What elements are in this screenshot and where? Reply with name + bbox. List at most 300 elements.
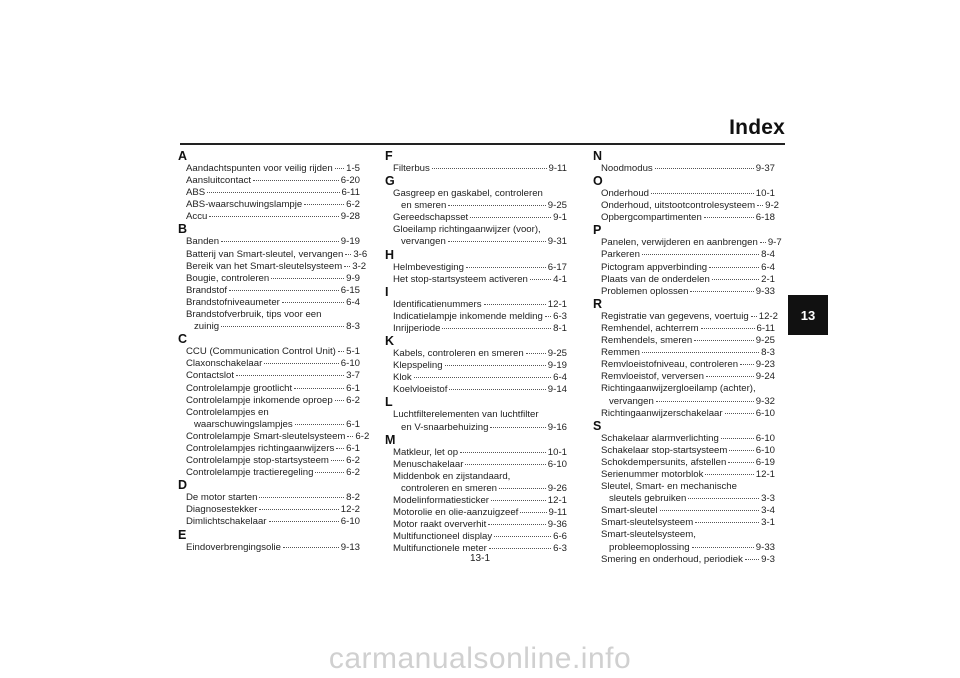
dot-leader [338,351,344,352]
index-entry [385,447,567,459]
index-entry-page: 2-1 [761,273,775,285]
index-entry-page: 5-1 [346,346,360,358]
index-entry-page: 9-11 [548,507,567,519]
index-entry [593,505,775,517]
index-entry-term: Gereedschapsset [393,212,469,224]
index-entry-page: 3-4 [761,505,775,517]
dot-leader [221,241,339,242]
index-entry-page: 6-1 [346,442,360,454]
index-entry-page: 9-11 [548,163,567,174]
index-entry-page: 9-7 [767,237,782,249]
index-entry-term: ABS [186,187,206,199]
index-entry-page: 9-32 [755,395,775,407]
dot-leader [449,389,545,390]
index-entry [178,297,360,309]
index-entry-term: Pictogram appverbinding [601,261,708,273]
dot-leader [692,547,754,548]
index-entry [593,200,779,212]
index-column-3 [593,149,782,566]
index-entry-term: Bereik van het Smart-sleutelsysteem [186,260,343,272]
index-entry [178,455,360,467]
index-entry [178,260,367,273]
dot-leader [259,497,344,498]
index-entry-term: Noodmodus [601,163,653,174]
index-entry [593,542,775,554]
index-entry [178,467,360,479]
watermark: carmanualsonline.info [328,642,632,675]
index-column-1 [178,149,370,554]
dot-leader [345,254,351,255]
index-entry-page: 9-36 [547,519,567,531]
index-entry-heading: Smart-sleutelsysteem, [601,529,696,541]
index-entry-term: Remvloeistofniveau, controleren [601,359,739,371]
index-entry-term: Registratie van gegevens, voertuig [601,310,749,322]
index-entry-page: 9-23 [755,359,775,371]
dot-leader [207,192,339,193]
index-entry-heading: Sleutel, Smart- en mechanische [601,481,737,493]
index-entry-term: Modelinformatiesticker [393,494,489,506]
index-entry-term: Schakelaar stop-startsysteem [601,444,728,456]
index-entry-term: Contactslot [186,370,234,382]
index-entry-page: 6-1 [346,382,360,394]
dot-leader [491,500,546,501]
index-entry [385,372,567,384]
index-entry [593,335,775,347]
index-entry-term: Motorolie en olie-aanzuigzeef [393,507,519,519]
index-entry [178,492,360,504]
dot-leader [295,424,344,425]
page-number: 13-1 [469,553,490,564]
index-entry-term: De motor starten [186,492,258,504]
dot-leader [253,180,339,181]
index-entry-term: Remmen [601,347,640,359]
chapter-tab: 13 [788,295,828,335]
index-entry-term: Problemen oplossen [601,285,689,297]
dot-leader [259,509,338,510]
index-entry-page: 9-25 [547,200,567,212]
index-entry-term: Multifunctionele meter [393,543,487,555]
index-entry-page: 1-5 [346,163,360,174]
index-entry-term: Richtingaanwijzerschakelaar [601,407,723,419]
index-entry-page: 6-2 [355,430,370,442]
index-entry-term: Accu [186,211,208,223]
dot-leader [304,204,344,205]
index-entry [178,370,360,382]
dot-leader [442,328,551,329]
index-letter-heading: K [385,334,395,349]
dot-leader [701,328,755,329]
index-entry [178,504,360,516]
index-entry-term: Plaats van de onderdelen [601,273,710,285]
dot-leader [695,522,759,523]
index-entry-term: Remvloeistof, verversen [601,371,704,383]
index-entry-page: 6-2 [346,455,360,467]
index-entry-page: 8-4 [761,249,775,261]
index-entry [385,519,567,531]
index-entry [178,358,360,370]
index-letter-heading: G [385,174,395,189]
dot-leader [489,548,551,549]
index-entry-heading: Richtingaanwijzergloeilamp (achter), [601,383,756,395]
dot-leader [709,267,759,268]
index-entry [385,495,567,507]
index-entry-term: Koelvloeistof [393,384,448,396]
index-letter-heading: D [178,478,188,493]
index-entry-term: Klok [393,372,412,384]
index-entry-term: Onderhoud [601,188,650,200]
index-entry-term: Bougie, controleren [186,272,270,284]
index-entry-term: Opbergcompartimenten [601,212,702,224]
index-entry [385,212,567,224]
index-entry-page: 6-2 [346,467,360,479]
index-entry-page: 6-11 [341,187,360,199]
dot-leader [269,521,339,522]
index-entry-page: 6-6 [553,531,567,543]
index-entry [385,200,567,212]
index-entry-page: 9-28 [340,211,360,223]
index-entry-term: Dimlichtschakelaar [186,516,267,528]
index-entry [593,371,775,383]
dot-leader [520,512,546,513]
index-entry-term: Onderhoud, uitstootcontrolesysteem [601,200,756,212]
index-entry-term: Controlelampje stop-startsysteem [186,455,329,467]
index-entry [178,383,360,395]
index-entry [593,262,775,274]
dot-leader [221,326,344,327]
index-entry [385,299,567,311]
index-entry [593,237,782,249]
index-entry-page: 6-20 [340,175,360,187]
index-entry-page: 6-10 [755,407,775,419]
index-entry-term: Batterij van Smart-sleutel, vervangen [186,248,344,260]
index-entry-term: Menuschakelaar [393,458,464,470]
index-entry-heading: Middenbok en zijstandaard, [393,470,511,482]
index-entry-page: 3-2 [352,260,367,272]
dot-leader [271,278,344,279]
index-entry [178,175,360,187]
index-entry [178,321,360,333]
index-entry-page: 3-1 [761,517,775,529]
index-entry [385,348,567,360]
dot-leader [484,304,546,305]
index-entry-page: 6-4 [553,372,567,384]
dot-leader [282,302,344,303]
index-entry-page: 6-10 [340,516,360,528]
index-entry-heading: Luchtfilterelementen van luchtfilter [393,409,539,421]
index-entry-page: 6-10 [340,358,360,370]
index-entry [178,273,360,285]
index-entry [178,419,360,431]
index-letter-heading: A [178,149,188,163]
index-entry-term: Panelen, verwijderen en aanbrengen [601,237,758,249]
dot-leader [294,388,344,389]
index-column-2 [385,150,567,555]
dot-leader [470,217,551,218]
index-entry [178,211,360,223]
index-entry [385,323,567,335]
index-entry-term: Parkeren [601,249,640,261]
index-entry-page: 12-2 [758,310,778,322]
index-entry-term: Banden [186,236,220,248]
index-entry-page: 6-10 [755,432,775,444]
index-letter-heading: B [178,222,188,237]
index-entry [593,163,775,175]
dot-leader [283,547,339,548]
index-entry-page: 6-4 [761,261,775,273]
index-entry-term: Inrijperiode [393,322,441,334]
index-entry-page: 6-2 [346,199,360,211]
index-entry-page: 6-11 [756,322,775,334]
index-entry [178,248,368,261]
dot-leader [660,510,760,511]
index-entry-term: en smeren [401,200,447,212]
index-entry-page: 9-1 [553,212,567,224]
title-rule [180,143,785,145]
dot-leader [494,536,551,537]
index-entry [178,199,360,211]
index-entry [593,396,775,408]
index-entry-term: Smart-sleutel [601,505,658,517]
index-entry-term: Schokdempersunits, afstellen [601,456,727,468]
dot-leader [488,524,545,525]
index-entry [178,430,370,443]
index-entry-heading: Gloeilamp richtingaanwijzer (voor), [393,224,541,236]
index-entry-term: Remhendel, achterrem [601,322,699,334]
index-entry [178,542,360,554]
index-entry [385,459,567,471]
index-entry [385,236,567,248]
dot-leader [336,448,344,449]
index-entry-term: Matkleur, let op [393,446,459,458]
index-letter-heading: S [593,418,602,433]
index-entry [593,188,775,200]
index-entry-term: Controlelampjes richtingaanwijzers [186,442,335,454]
dot-leader [530,279,551,280]
index-entry-term: Serienummer motorblok [601,468,704,480]
dot-leader [490,427,545,428]
index-entry [593,212,775,224]
index-entry-page: 6-1 [346,418,360,430]
dot-leader [545,316,551,317]
dot-leader [335,400,344,401]
index-entry [385,483,567,495]
index-entry-term: Smart-sleutelsysteem [601,517,694,529]
index-entry [178,187,360,199]
index-entry-page: 9-16 [547,421,567,433]
dot-leader [466,267,546,268]
index-entry-page: 6-10 [547,458,567,470]
index-entry [385,163,567,175]
index-entry [385,507,567,519]
index-entry-page: 8-3 [346,321,360,333]
index-entry-page: 9-25 [755,335,775,347]
index-entry [385,422,567,434]
index-entry [593,457,775,469]
dot-leader [721,438,754,439]
index-entry-heading: Brandstofverbruik, tips voor een [186,309,322,321]
dot-leader [740,364,754,365]
index-entry-term: Het stop-startsysteem activeren [393,273,528,285]
index-entry-page: 6-3 [553,310,567,322]
index-entry-page: 6-3 [553,543,567,555]
index-entry-term: Aandachtspunten voor veilig rijden [186,163,333,174]
index-entry-term: Controlelampje grootlicht [186,382,293,394]
index-entry-page: 12-1 [547,298,567,310]
index-entry-page: 6-18 [755,212,775,224]
index-entry-term: Remhendels, smeren [601,335,693,347]
dot-leader [414,377,551,378]
index-entry-page: 9-26 [547,482,567,494]
index-entry [178,346,360,358]
dot-leader [729,450,753,451]
index-entry-page: 3-7 [346,370,360,382]
index-entry-page: 6-2 [346,394,360,406]
index-entry-term: CCU (Communication Control Unit) [186,346,336,358]
dot-leader [651,193,754,194]
index-entry [385,274,567,286]
dot-leader [432,168,547,169]
index-entry [593,323,775,335]
index-entry-page: 9-37 [755,163,775,174]
dot-leader [712,279,759,280]
index-entry-page: 9-33 [755,541,775,553]
index-entry-term: Controlelampje tractieregeling [186,467,314,479]
index-entry [593,408,775,420]
index-entry-term: Schakelaar alarmverlichting [601,432,719,444]
index-entry-term: Controlelampje inkomende oproep [186,394,333,406]
index-entry-term: Helmbevestiging [393,261,464,273]
index-entry-term: zuinig [194,321,220,333]
index-entry-term: Claxonschakelaar [186,358,263,370]
index-entry-heading: Controlelampjes en [186,406,269,418]
dot-leader [705,474,753,475]
page-title: Index [729,116,785,139]
index-entry-term: Diagnosestekker [186,504,258,516]
dot-leader [264,363,339,364]
index-entry [593,517,775,529]
index-entry-page: 9-31 [547,236,567,248]
index-entry [178,285,360,297]
index-entry-page: 8-2 [346,492,360,504]
index-entry [593,249,775,261]
index-entry [593,359,775,371]
dot-leader [331,460,344,461]
dot-leader [499,488,546,489]
dot-leader [760,242,766,243]
index-entry-page: 9-3 [761,553,775,565]
dot-leader [690,291,753,292]
dot-leader [209,216,338,217]
index-entry-term: Indicatielampje inkomende melding [393,310,543,322]
dot-leader [315,472,344,473]
index-entry-page: 12-1 [755,468,775,480]
index-letter-heading: R [593,296,603,311]
index-entry-term: Kabels, controleren en smeren [393,348,524,360]
index-entry-page: 9-14 [547,384,567,396]
index-entry-term: Eindoverbrengingsolie [186,541,281,553]
dot-leader [465,464,545,465]
index-entry-term: en V-snaarbehuizing [401,421,489,433]
index-entry [593,286,775,298]
index-entry-term: vervangen [401,236,446,248]
index-entry [593,274,775,286]
index-entry-term: Controlelampje Smart-sleutelsysteem [186,430,346,442]
index-letter-heading: N [593,149,603,163]
index-entry [178,395,360,407]
index-entry-term: Smering en onderhoud, periodiek [601,553,743,565]
index-entry-term: Klepspeling [393,360,443,372]
index-entry [593,493,775,505]
index-entry-page: 3-3 [761,493,775,505]
dot-leader [236,375,344,376]
index-entry-page: 9-33 [755,285,775,297]
index-entry-term: sleutels gebruiken [609,493,687,505]
index-letter-heading: M [385,432,396,447]
index-entry-term: controleren en smeren [401,482,497,494]
index-entry-page: 9-19 [547,360,567,372]
index-letter-heading: O [593,174,603,189]
index-entry [593,445,775,457]
dot-leader [706,376,754,377]
index-entry-page: 6-15 [340,284,360,296]
index-entry-term: Filterbus [393,163,430,174]
index-entry-page: 9-9 [346,272,360,284]
index-entry-page: 6-17 [547,261,567,273]
index-entry-term: Identificatienummers [393,298,482,310]
index-entry-term: Brandstof [186,284,228,296]
dot-leader [229,290,339,291]
index-letter-heading: P [593,223,602,238]
index-entry [593,469,775,481]
dot-leader [347,436,353,437]
dot-leader [642,352,759,353]
index-entry-term: Aansluitcontact [186,175,252,187]
index-entry-page: 8-1 [553,322,567,334]
index-entry [385,311,567,323]
index-entry [593,347,775,359]
dot-leader [642,254,759,255]
index-letter-heading: I [385,284,389,299]
index-entry [385,360,567,372]
index-letter-heading: C [178,332,188,347]
index-entry [385,531,567,543]
dot-leader [656,401,754,402]
index-entry [178,236,360,248]
index-entry [593,433,775,445]
index-entry-page: 10-1 [755,188,775,200]
index-entry-page: 12-2 [340,504,360,516]
index-entry [178,443,360,455]
index-entry-term: probleemoplossing [609,541,690,553]
index-letter-heading: E [178,527,187,542]
dot-leader [526,353,546,354]
index-entry-term: Multifunctioneel display [393,531,493,543]
dot-leader [344,266,350,267]
index-entry-page: 6-4 [346,296,360,308]
dot-leader [725,413,754,414]
dot-leader [655,168,754,169]
dot-leader [335,168,344,169]
dot-leader [751,316,757,317]
index-entry-page: 9-2 [765,200,779,212]
dot-leader [448,241,546,242]
index-entry-term: ABS-waarschuwingslampje [186,199,303,211]
dot-leader [460,452,546,453]
index-entry-page: 12-1 [547,494,567,506]
dot-leader [757,205,763,206]
index-entry-page: 10-1 [547,446,567,458]
dot-leader [694,340,754,341]
